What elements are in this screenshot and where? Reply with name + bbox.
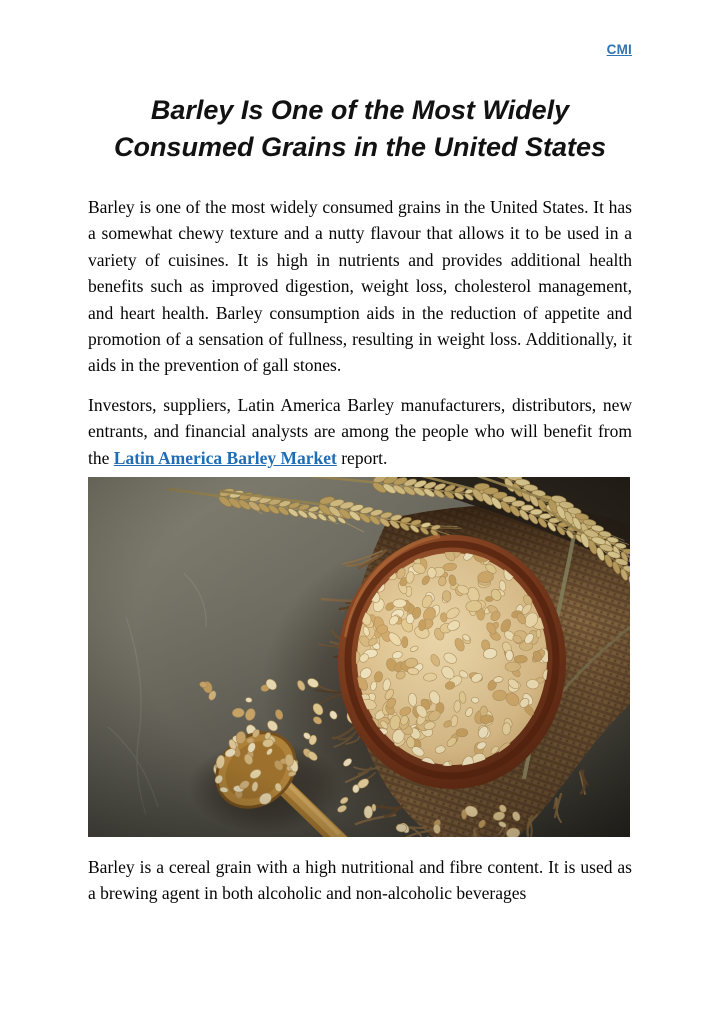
page-title xyxy=(88,92,632,166)
intro-paragraph: Barley is one of the most widely consumed grains in the United States. It has a somewhat chewy texture and a nutty flavour that allows it to be used in a variety of cuisines. It is high in nutrients and provides additional health benefits such as improved digestion, weight loss, cholesterol management, and heart health. Barley consumption aids in the reduction of appetite and promotion of a sensation of fullness, resulting in weight loss. Additionally, it aids in the prevention of gall stones. xyxy=(88,197,632,376)
vignette-overlay xyxy=(88,477,630,837)
page-title-line1: Barley Is One of the Most Widely xyxy=(150,95,570,125)
closing-paragraph: Barley is a cereal grain with a high nutritional and fibre content. It is used as a brewing agent in both alcoholic and non-alcoholic beverages xyxy=(88,857,632,904)
audience-paragraph xyxy=(88,392,632,471)
audience-paragraph-before: Investors, suppliers, Latin America Barley manufacturers, distributors, new entrants, and financial analysts are among the people who will benefit from the xyxy=(88,394,632,468)
latin-america-barley-market-link[interactable]: Latin America Barley Market xyxy=(113,447,337,468)
cmi-link[interactable]: CMI xyxy=(606,42,632,57)
audience-paragraph-after: report. xyxy=(336,447,388,468)
header xyxy=(88,42,632,58)
page-title-line2: Consumed Grains in the United States xyxy=(113,132,607,162)
barley-photo xyxy=(88,477,630,837)
barley-photo-image xyxy=(88,477,630,837)
